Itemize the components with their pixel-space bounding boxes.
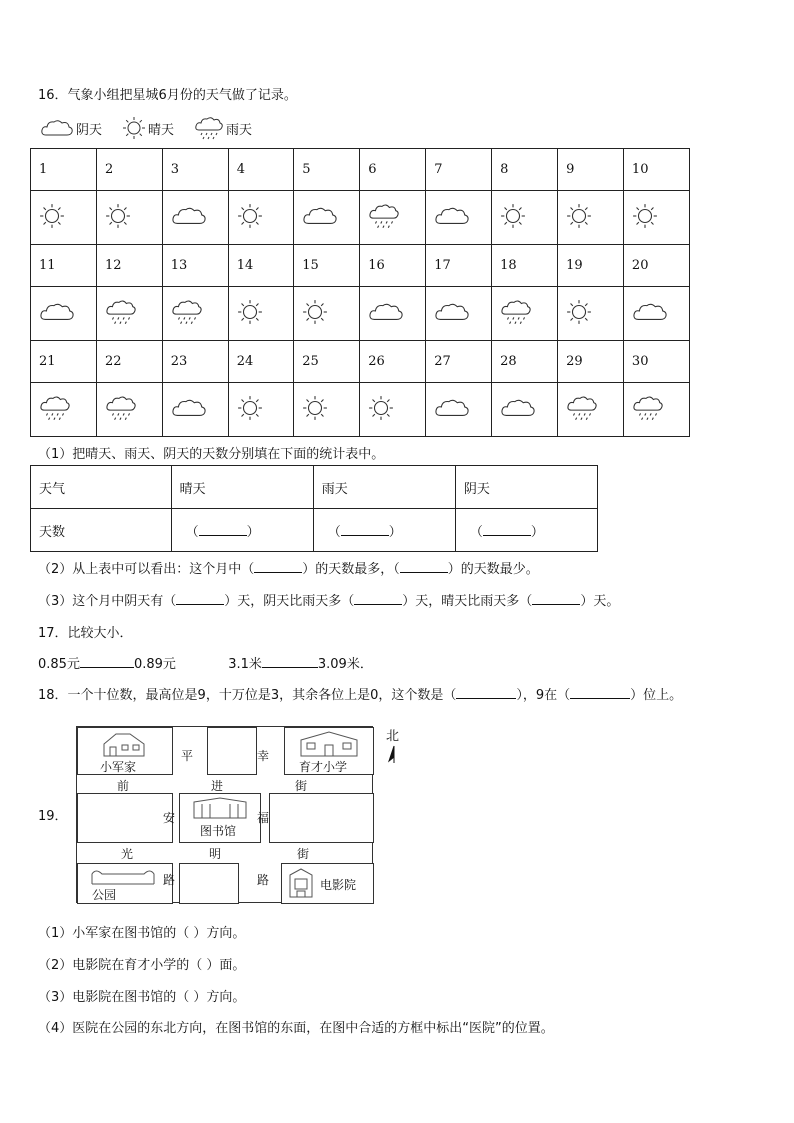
road-label: 路	[257, 873, 270, 887]
compare-blank[interactable]	[80, 655, 134, 668]
cloud-icon	[434, 397, 470, 419]
day-number: 1	[31, 149, 97, 191]
day-number: 2	[96, 149, 162, 191]
day-weather	[31, 287, 97, 341]
compare-blank[interactable]	[262, 655, 318, 668]
q17-row: 0.85元 0.89元 3.1米 3.09米．	[38, 657, 373, 672]
day-number: 13	[162, 245, 228, 287]
day-weather	[294, 287, 360, 341]
sun-icon	[566, 203, 592, 229]
day-number: 19	[558, 245, 624, 287]
road-label: 前	[117, 779, 130, 793]
block-home: 小军家	[77, 727, 173, 775]
street-map	[76, 726, 373, 903]
day-weather	[492, 383, 558, 437]
cinema-icon	[288, 867, 314, 899]
day-weather	[228, 191, 294, 245]
q16-sub2: （2）从上表中可以看出：这个月中（ ）的天数最多，（ ）的天数最少。	[38, 562, 539, 577]
block-cinema: 电影院	[281, 863, 374, 904]
sun-icon	[368, 395, 394, 421]
day-number: 23	[162, 341, 228, 383]
day-weather	[360, 287, 426, 341]
day-weather	[426, 191, 492, 245]
cloud-icon	[171, 205, 207, 227]
day-number: 25	[294, 341, 360, 383]
day-number: 15	[294, 245, 360, 287]
block-school: 育才小学	[284, 727, 374, 775]
answer-blank[interactable]	[176, 592, 224, 605]
q19-sub4: （4）医院在公园的东北方向，在图书馆的东面，在图中合适的方框中标出“医院”的位置。	[38, 1021, 554, 1036]
stats-table	[30, 465, 598, 552]
day-weather	[31, 383, 97, 437]
stats-header-cloudy: 阴天	[455, 466, 597, 509]
day-weather	[623, 287, 689, 341]
day-number: 29	[558, 341, 624, 383]
q18-text: 18．一个十位数，最高位是9，十万位是3，其余各位上是0，这个数是（ ），9在（ ）位上。	[38, 688, 683, 703]
day-weather	[558, 383, 624, 437]
stats-header-weather: 天气	[31, 466, 172, 509]
road-label: 路	[163, 873, 176, 887]
day-number: 17	[426, 245, 492, 287]
day-number: 21	[31, 341, 97, 383]
north-arrow-icon	[386, 745, 402, 765]
day-weather	[162, 287, 228, 341]
cloud-icon	[434, 301, 470, 323]
day-number: 30	[623, 341, 689, 383]
day-number: 8	[492, 149, 558, 191]
road-label: 幸	[257, 749, 270, 763]
road-label: 街	[295, 779, 308, 793]
stats-header-rainy: 雨天	[313, 466, 455, 509]
sun-icon	[500, 203, 526, 229]
rain-icon	[171, 299, 203, 325]
day-number: 18	[492, 245, 558, 287]
day-number: 3	[162, 149, 228, 191]
day-number: 9	[558, 149, 624, 191]
park-icon	[88, 866, 158, 886]
day-number: 5	[294, 149, 360, 191]
answer-blank[interactable]	[532, 592, 580, 605]
q19-sub3: （3）电影院在图书馆的（ ）方向。	[38, 990, 246, 1005]
day-number: 12	[96, 245, 162, 287]
sun-icon	[302, 395, 328, 421]
rain-icon	[368, 203, 400, 229]
block-library: 图书馆	[179, 793, 261, 843]
stats-row-days: 天数	[31, 509, 172, 552]
day-weather	[623, 383, 689, 437]
cloud-icon	[302, 205, 338, 227]
day-number: 16	[360, 245, 426, 287]
rain-icon	[105, 395, 137, 421]
q16-sub3: （3）这个月中阴天有（ ）天，阴天比雨天多（ ）天，晴天比雨天多（ ）天。	[38, 594, 620, 609]
north-label: 北	[386, 729, 400, 744]
day-weather	[228, 383, 294, 437]
school-icon	[297, 730, 361, 758]
rain-icon	[500, 299, 532, 325]
rain-icon	[566, 395, 598, 421]
q19-sub1: （1）小军家在图书馆的（ ）方向。	[38, 926, 246, 941]
legend-sunny-label: 晴天	[148, 122, 175, 138]
stats-rainy-answer[interactable]: （ ）	[313, 509, 455, 552]
day-weather	[623, 191, 689, 245]
day-weather	[96, 383, 162, 437]
block-park: 公园	[77, 863, 173, 904]
sun-icon	[105, 203, 131, 229]
rain-icon	[194, 116, 224, 140]
day-weather	[558, 287, 624, 341]
sun-icon	[237, 395, 263, 421]
day-weather	[426, 383, 492, 437]
rain-icon	[632, 395, 664, 421]
road-label: 福	[257, 811, 270, 825]
sun-icon	[302, 299, 328, 325]
sun-icon	[566, 299, 592, 325]
day-weather	[228, 287, 294, 341]
day-weather	[426, 287, 492, 341]
day-number: 24	[228, 341, 294, 383]
road-label: 光	[121, 847, 134, 861]
day-number: 22	[96, 341, 162, 383]
empty-block[interactable]	[207, 727, 257, 775]
cloud-icon	[39, 301, 75, 323]
day-number: 14	[228, 245, 294, 287]
day-number: 4	[228, 149, 294, 191]
empty-block[interactable]	[179, 863, 239, 904]
stats-header-sunny: 晴天	[171, 466, 313, 509]
day-weather	[360, 383, 426, 437]
q16-sub1: （1）把晴天、雨天、阴天的天数分别填在下面的统计表中。	[38, 447, 385, 462]
day-weather	[492, 287, 558, 341]
day-weather	[96, 191, 162, 245]
stats-sunny-answer[interactable]: （ ）	[171, 509, 313, 552]
day-weather	[162, 191, 228, 245]
day-weather	[360, 191, 426, 245]
day-weather	[558, 191, 624, 245]
empty-block[interactable]	[77, 793, 176, 843]
road-label: 安	[163, 811, 176, 825]
answer-blank[interactable]	[254, 560, 302, 573]
sun-icon	[237, 299, 263, 325]
cloud-icon	[500, 397, 536, 419]
legend-cloudy-label: 阴天	[76, 122, 103, 138]
q16-title: 16．气象小组把星城6月份的天气做了记录。	[38, 88, 297, 103]
day-number: 28	[492, 341, 558, 383]
day-number: 6	[360, 149, 426, 191]
road-label: 街	[297, 847, 310, 861]
rain-icon	[105, 299, 137, 325]
answer-blank[interactable]	[354, 592, 402, 605]
road-label: 进	[211, 779, 224, 793]
cloud-icon	[40, 118, 74, 138]
empty-block[interactable]	[269, 793, 374, 843]
cloud-icon	[368, 301, 404, 323]
road-label: 平	[181, 749, 194, 763]
q19-number: 19．	[38, 809, 68, 824]
answer-blank[interactable]	[570, 686, 630, 699]
weather-record-table	[30, 148, 690, 437]
sun-icon	[237, 203, 263, 229]
sun-icon	[632, 203, 658, 229]
house-icon	[100, 730, 150, 758]
cloud-icon	[632, 301, 668, 323]
rain-icon	[39, 395, 71, 421]
day-number: 7	[426, 149, 492, 191]
sun-icon	[122, 116, 146, 140]
day-weather	[31, 191, 97, 245]
answer-blank[interactable]	[456, 686, 516, 699]
q19-sub2: （2）电影院在育才小学的（ ）面。	[38, 958, 246, 973]
day-weather	[162, 383, 228, 437]
day-weather	[294, 191, 360, 245]
stats-cloudy-answer[interactable]: （ ）	[455, 509, 597, 552]
weather-legend	[40, 117, 272, 139]
day-number: 11	[31, 245, 97, 287]
legend-rainy-label: 雨天	[226, 122, 253, 138]
road-label: 明	[209, 847, 222, 861]
day-weather	[294, 383, 360, 437]
day-weather	[492, 191, 558, 245]
library-icon	[190, 796, 250, 820]
cloud-icon	[171, 397, 207, 419]
cloud-icon	[434, 205, 470, 227]
day-number: 10	[623, 149, 689, 191]
day-weather	[96, 287, 162, 341]
q17-title: 17．比较大小．	[38, 626, 133, 641]
day-number: 26	[360, 341, 426, 383]
answer-blank[interactable]	[400, 560, 448, 573]
sun-icon	[39, 203, 65, 229]
day-number: 20	[623, 245, 689, 287]
day-number: 27	[426, 341, 492, 383]
